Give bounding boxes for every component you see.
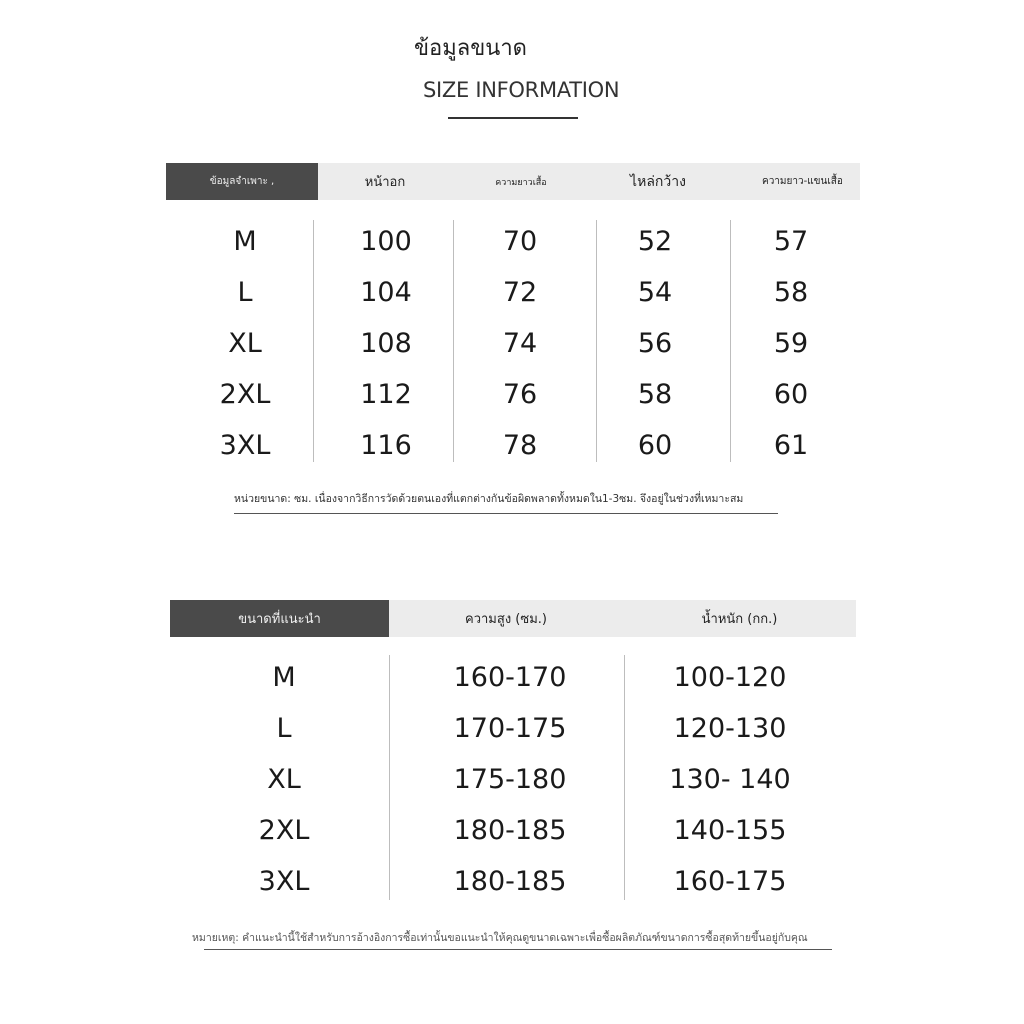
weight-range: 100-120 [673, 662, 787, 693]
weight-range: 140-155 [673, 815, 787, 846]
size-label: 2XL [219, 379, 271, 410]
length-value: 72 [502, 277, 538, 308]
shoulder-value: 54 [637, 277, 673, 308]
note-divider [204, 949, 832, 950]
header-sleeve-length: ความยาว-แขนเสื้อ [762, 176, 843, 187]
sleeve-value: 61 [773, 430, 809, 461]
table-row [166, 267, 860, 318]
table-row [170, 754, 856, 805]
header-recommended-size: ขนาดที่แนะนำ [170, 600, 389, 637]
size-label: L [276, 713, 292, 744]
length-value: 76 [502, 379, 538, 410]
size-label: 3XL [219, 430, 271, 461]
table-row [166, 369, 860, 420]
chest-value: 104 [360, 277, 412, 308]
size-label: L [237, 277, 253, 308]
weight-range: 120-130 [673, 713, 787, 744]
table-row [166, 318, 860, 369]
length-value: 70 [502, 226, 538, 257]
table-row [170, 652, 856, 703]
header-shoulder: ไหล่กว้าง [630, 173, 686, 190]
table-row [166, 420, 860, 471]
chest-value: 100 [360, 226, 412, 257]
height-range: 160-170 [453, 662, 567, 693]
table-row [170, 703, 856, 754]
recommend-table-note: หมายเหตุ: คำแนะนำนี้ใช้สำหรับการอ้างอิงการซื้อเท่านั้นขอแนะนำให้คุณดูขนาดเฉพาะเพื่อซื้อผลิตภัณฑ์ขนาดการซื้อสุดท้ายขึ้นอยู่กับคุณ [192, 932, 808, 944]
height-range: 180-185 [453, 815, 567, 846]
chest-value: 112 [360, 379, 412, 410]
table-row [170, 856, 856, 907]
size-label: 2XL [258, 815, 310, 846]
sleeve-value: 60 [773, 379, 809, 410]
weight-range: 130- 140 [669, 764, 791, 795]
sleeve-value: 57 [773, 226, 809, 257]
shoulder-value: 60 [637, 430, 673, 461]
size-table-note: หน่วยขนาด: ซม. เนื่องจากวิธีการวัดด้วยตนเองที่แตกต่างกันข้อผิดพลาดทั้งหมดใน1-3ซม. จึงอยู่ในช่วงที่เหมาะสม [234, 493, 744, 505]
size-table-header [166, 163, 860, 200]
header-body-length: ความยาวเสื้อ [495, 177, 547, 188]
height-range: 175-180 [453, 764, 567, 795]
page-title-english: SIZE INFORMATION [423, 78, 620, 102]
table-row [166, 216, 860, 267]
size-label: M [272, 662, 296, 693]
sleeve-value: 58 [773, 277, 809, 308]
size-label: XL [267, 764, 301, 795]
title-divider [448, 117, 578, 119]
sleeve-value: 59 [773, 328, 809, 359]
length-value: 74 [502, 328, 538, 359]
note-divider [234, 513, 778, 514]
header-weight: น้ำหนัก (กก.) [701, 612, 778, 627]
shoulder-value: 52 [637, 226, 673, 257]
weight-range: 160-175 [673, 866, 787, 897]
height-range: 170-175 [453, 713, 567, 744]
size-label: XL [228, 328, 262, 359]
page-title-thai: ข้อมูลขนาด [414, 36, 527, 61]
table-row [170, 805, 856, 856]
chest-value: 116 [360, 430, 412, 461]
header-chest: หน้าอก [364, 175, 406, 190]
size-label: M [233, 226, 257, 257]
shoulder-value: 58 [637, 379, 673, 410]
shoulder-value: 56 [637, 328, 673, 359]
chest-value: 108 [360, 328, 412, 359]
size-label: 3XL [258, 866, 310, 897]
header-spec: ข้อมูลจำเพาะ , [166, 163, 318, 200]
recommend-table-header [170, 600, 856, 637]
length-value: 78 [502, 430, 538, 461]
height-range: 180-185 [453, 866, 567, 897]
header-height: ความสูง (ซม.) [465, 612, 547, 627]
